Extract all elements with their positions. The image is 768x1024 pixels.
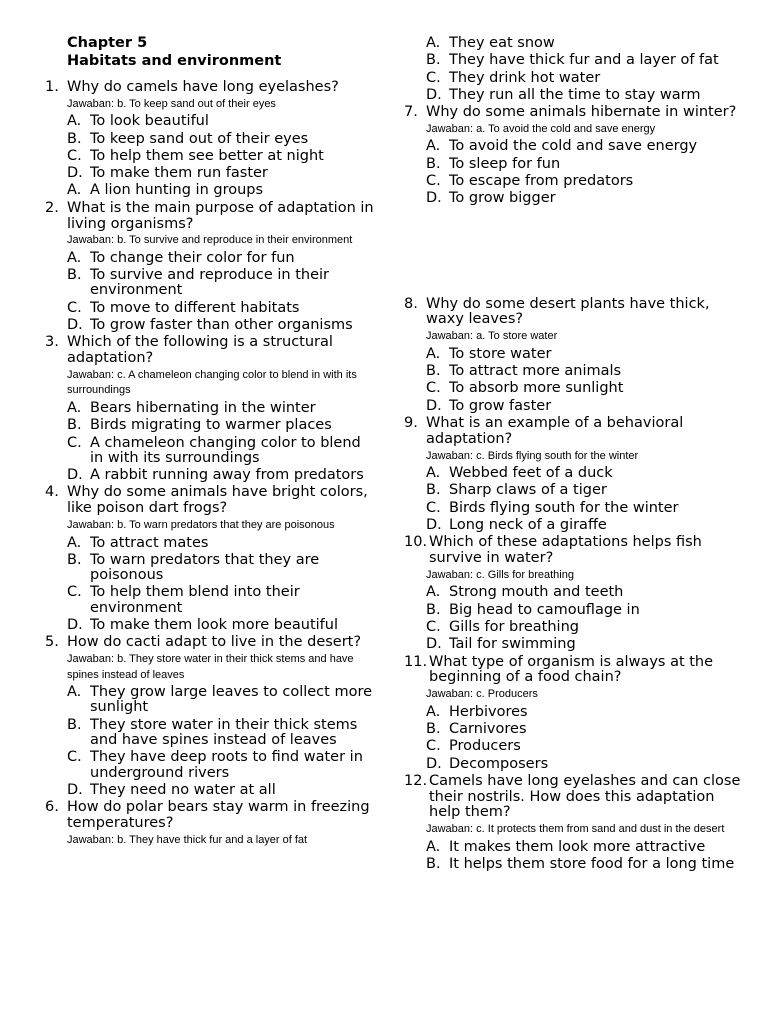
answer-option: [426, 53, 749, 68]
question-number: 1.: [45, 79, 59, 95]
option-text: They drink hot water: [449, 69, 601, 86]
option-letter: A.: [426, 465, 441, 482]
question-list-left: [45, 80, 375, 848]
question-text: Why do camels have long eyelashes?: [67, 79, 339, 95]
option-letter: A.: [67, 399, 82, 416]
answer-option: [67, 685, 375, 716]
question-text: Why do some desert plants have thick, waxy leaves?: [426, 295, 710, 328]
question-block: [45, 485, 375, 633]
answer-option: [67, 553, 375, 584]
option-letter: C.: [67, 299, 82, 316]
question-text: How do cacti adapt to live in the desert?: [67, 634, 362, 651]
question-block: [404, 297, 749, 414]
option-letter: B.: [67, 130, 82, 147]
answer-option: [426, 157, 749, 172]
option-text: Producers: [449, 738, 521, 755]
option-letter: C.: [426, 618, 441, 635]
option-letter: C.: [426, 738, 441, 755]
option-text: To escape from predators: [449, 173, 634, 190]
question-text: Why do some animals hibernate in winter?: [426, 104, 737, 121]
answer-option: [67, 132, 375, 147]
option-text: Carnivores: [449, 720, 527, 737]
answer-option: [67, 183, 375, 198]
answer-option: [67, 401, 375, 416]
option-letter: D.: [67, 165, 83, 182]
question: [45, 201, 375, 233]
option-text: A chameleon changing color to blend in with its surroundings: [90, 434, 361, 466]
option-letter: B.: [426, 52, 441, 69]
option-text: To change their color for fun: [90, 249, 295, 266]
question-text: Why do some animals have bright colors, like poison dart frogs?: [67, 484, 368, 517]
option-text: They store water in their thick stems and have spines instead of leaves: [90, 716, 358, 748]
answer-option: [426, 501, 749, 516]
answer-option: [426, 191, 749, 206]
question: [404, 297, 749, 329]
answer-option: [426, 739, 749, 754]
option-letter: C.: [67, 749, 82, 766]
answer-option: [67, 618, 375, 633]
answer-option: [67, 114, 375, 129]
option-text: They need no water at all: [90, 781, 276, 798]
option-letter: B.: [426, 720, 441, 737]
answer-key: Jawaban: b. They store water in their thick stems and have spines instead of leaves: [67, 653, 354, 681]
answer-option: [426, 585, 749, 600]
option-text: Big head to camouflage in: [449, 601, 640, 618]
answer-key: Jawaban: c. Gills for breathing: [426, 568, 574, 581]
answer-option: [426, 722, 749, 737]
question-list-right-upper: [404, 105, 749, 206]
question-number: 4.: [45, 484, 59, 501]
answer-option: [67, 301, 375, 316]
option-text: To make them run faster: [90, 165, 268, 182]
question: [45, 485, 375, 517]
answer-key: Jawaban: c. Birds flying south for the winter: [426, 449, 639, 462]
question-text: How do polar bears stay warm in freezing temperatures?: [67, 799, 370, 831]
blank-space: [404, 207, 749, 295]
question-block: [404, 535, 749, 652]
question-block: [404, 416, 749, 533]
answer-option: [426, 705, 749, 720]
option-text: Birds flying south for the winter: [449, 499, 679, 516]
option-letter: D.: [67, 467, 83, 484]
option-text: To move to different habitats: [90, 299, 300, 316]
option-text: To survive and reproduce in their environment: [90, 267, 329, 299]
answer-option: [426, 466, 749, 481]
option-text: They eat snow: [449, 35, 555, 51]
question-text: Which of these adaptations helps fish survive in water?: [429, 534, 702, 567]
option-letter: C.: [426, 173, 441, 190]
option-letter: C.: [67, 434, 82, 451]
option-letter: C.: [426, 499, 441, 516]
answer-key: Jawaban: c. A chameleon changing color to blend in with its surroundings: [67, 368, 357, 397]
question: [404, 774, 749, 821]
question-number: 9.: [404, 414, 418, 431]
question-number: 3.: [45, 334, 59, 351]
answer-key: Jawaban: c. It protects them from sand and dust in the desert: [426, 823, 725, 836]
option-text: To grow bigger: [449, 190, 556, 207]
option-letter: A.: [426, 703, 441, 720]
option-text: To make them look more beautiful: [90, 617, 339, 634]
option-text: To grow faster: [449, 397, 552, 414]
answer-option: [426, 757, 749, 772]
answer-option: [67, 166, 375, 181]
question: [45, 335, 375, 367]
option-letter: B.: [67, 267, 82, 284]
option-text: It helps them store food for a long time: [449, 855, 735, 872]
answer-option: [426, 857, 749, 872]
question-number: 7.: [404, 104, 418, 121]
option-letter: A.: [67, 684, 82, 701]
left-column: [45, 34, 375, 848]
answer-option: [426, 840, 749, 855]
answer-option: [67, 251, 375, 266]
question: [404, 416, 749, 448]
question-text: What is the main purpose of adaptation in living organisms?: [67, 199, 374, 232]
option-letter: A.: [426, 838, 441, 855]
question-block: [404, 774, 749, 872]
option-text: Long neck of a giraffe: [449, 516, 607, 533]
answer-option: [67, 418, 375, 433]
option-text: They have deep roots to find water in underground rivers: [90, 749, 363, 781]
option-text: Gills for breathing: [449, 618, 579, 635]
question-block: [45, 800, 375, 848]
question-number: 2.: [45, 199, 59, 216]
option-letter: A.: [67, 182, 82, 199]
question-block: [404, 655, 749, 772]
question-block: [45, 635, 375, 798]
option-letter: B.: [426, 855, 441, 872]
option-letter: D.: [426, 397, 442, 414]
answer-option: [67, 585, 375, 616]
option-text: A lion hunting in groups: [90, 182, 264, 199]
answer-key: Jawaban: a. To store water: [426, 330, 558, 343]
answer-option: [426, 381, 749, 396]
answer-option: [426, 174, 749, 189]
option-text: They have thick fur and a layer of fat: [449, 52, 719, 69]
option-letter: A.: [67, 113, 82, 130]
question-6-options: [404, 36, 749, 103]
answer-option: [426, 139, 749, 154]
option-letter: B.: [67, 417, 82, 434]
answer-key: Jawaban: a. To avoid the cold and save energy: [426, 122, 656, 135]
option-letter: B.: [67, 716, 82, 733]
option-letter: C.: [67, 147, 82, 164]
option-text: To absorb more sunlight: [449, 380, 624, 397]
question-text: What type of organism is always at the beginning of a food chain?: [429, 653, 714, 686]
option-letter: C.: [67, 584, 82, 601]
question: [404, 105, 749, 121]
answer-key: Jawaban: c. Producers: [426, 688, 538, 701]
question-number: 11.: [404, 653, 428, 670]
question-text: Which of the following is a structural adaptation?: [67, 334, 333, 367]
answer-key: Jawaban: b. To warn predators that they are poisonous: [67, 519, 335, 532]
option-text: To store water: [449, 345, 552, 362]
option-letter: D.: [426, 190, 442, 207]
answer-option: [67, 436, 375, 467]
question: [404, 535, 749, 567]
option-text: To attract more animals: [449, 363, 622, 380]
option-letter: B.: [426, 155, 441, 172]
question: [45, 80, 375, 96]
option-letter: D.: [426, 755, 442, 772]
answer-option: [426, 518, 749, 533]
option-text: To keep sand out of their eyes: [90, 130, 309, 147]
answer-option: [426, 36, 749, 51]
question-number: 5.: [45, 634, 59, 651]
question-list-right-lower: [404, 297, 749, 873]
answer-key: Jawaban: b. To keep sand out of their eyes: [67, 97, 276, 110]
right-column: [404, 34, 749, 872]
option-letter: A.: [426, 138, 441, 155]
option-text: To help them see better at night: [90, 147, 324, 164]
question-number: 12.: [404, 772, 428, 789]
option-text: To sleep for fun: [449, 155, 561, 172]
question-number: 8.: [404, 295, 418, 312]
question-number: 10.: [404, 534, 428, 551]
answer-option: [426, 483, 749, 498]
option-letter: A.: [67, 249, 82, 266]
option-text: It makes them look more attractive: [449, 838, 706, 855]
answer-option: [426, 603, 749, 618]
answer-option: [426, 399, 749, 414]
option-letter: B.: [426, 363, 441, 380]
option-text: They grow large leaves to collect more sunlight: [90, 684, 373, 716]
option-letter: D.: [67, 617, 83, 634]
answer-option: [426, 71, 749, 86]
question-number: 6.: [45, 799, 59, 816]
answer-option: [67, 268, 375, 299]
option-text: To avoid the cold and save energy: [449, 138, 698, 155]
option-letter: A.: [426, 345, 441, 362]
answer-option: [426, 637, 749, 652]
answer-option: [67, 783, 375, 798]
option-letter: B.: [426, 482, 441, 499]
answer-option: [67, 318, 375, 333]
option-text: Sharp claws of a tiger: [449, 482, 607, 499]
option-text: Herbivores: [449, 703, 528, 720]
answer-option: [67, 536, 375, 551]
option-letter: A.: [67, 534, 82, 551]
option-letter: D.: [426, 86, 442, 103]
option-text: To warn predators that they are poisonous: [90, 551, 320, 584]
option-letter: D.: [67, 317, 83, 334]
answer-option: [426, 620, 749, 635]
option-text: To grow faster than other organisms: [90, 317, 353, 334]
question-block: [45, 201, 375, 334]
option-text: Decomposers: [449, 755, 549, 772]
question-block: [45, 335, 375, 483]
option-text: They run all the time to stay warm: [449, 86, 701, 103]
option-text: To help them blend into their environment: [90, 584, 300, 616]
option-letter: C.: [426, 69, 441, 86]
option-letter: A.: [426, 35, 441, 51]
option-letter: A.: [426, 584, 441, 601]
option-letter: D.: [426, 636, 442, 653]
option-text: To attract mates: [90, 534, 209, 551]
question-text: Camels have long eyelashes and can close their nostrils. How does this adaptation help them?: [429, 772, 741, 821]
option-letter: B.: [67, 551, 82, 568]
option-letter: D.: [426, 516, 442, 533]
answer-option: [67, 718, 375, 749]
answer-option: [426, 347, 749, 362]
question: [45, 800, 375, 832]
option-text: Strong mouth and teeth: [449, 584, 624, 601]
question-text: What is an example of a behavioral adaptation?: [426, 414, 684, 447]
answer-option: [67, 750, 375, 781]
question-block: [404, 105, 749, 206]
option-letter: C.: [426, 380, 441, 397]
chapter-number: Chapter 5: [67, 35, 148, 51]
option-text: Webbed feet of a duck: [449, 465, 613, 482]
option-letter: D.: [67, 781, 83, 798]
option-text: Bears hibernating in the winter: [90, 399, 316, 416]
question: [404, 655, 749, 687]
answer-option: [426, 88, 749, 103]
answer-option: [67, 468, 375, 483]
option-text: Birds migrating to warmer places: [90, 417, 332, 434]
chapter-title: Habitats and environment: [67, 53, 282, 69]
answer-key: Jawaban: b. They have thick fur and a layer of fat: [67, 833, 308, 846]
option-letter: B.: [426, 601, 441, 618]
answer-key: Jawaban: b. To survive and reproduce in their environment: [67, 234, 353, 247]
option-text: To look beautiful: [90, 113, 209, 130]
option-text: A rabbit running away from predators: [90, 467, 364, 484]
option-text: Tail for swimming: [449, 636, 576, 653]
question: [45, 635, 375, 651]
answer-option: [426, 364, 749, 379]
answer-option: [67, 149, 375, 164]
question-block: [45, 80, 375, 199]
